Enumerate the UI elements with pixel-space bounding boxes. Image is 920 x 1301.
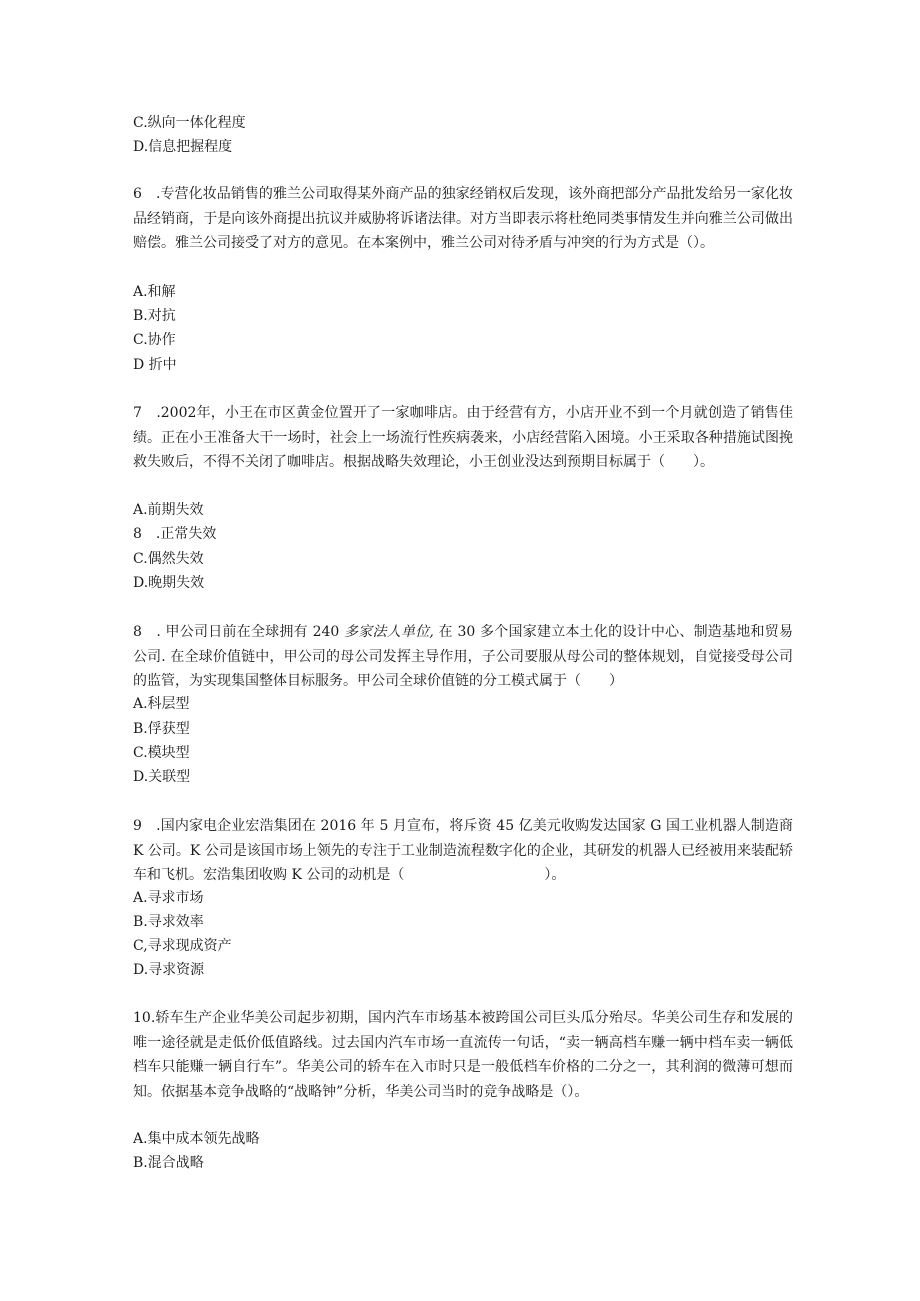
question-8-option-a: A.科层型 [133,696,190,712]
question-9-option-c: C,寻求现成资产 [133,938,232,954]
option-d: D.信息把握程度 [133,139,233,155]
question-6-option-d: D 折中 [133,357,177,373]
question-6-option-b: B.对抗 [133,308,176,324]
question-8-stem-italic: 多家法人单位, [344,624,434,640]
question-6-stem: 6 .专营化妆品销售的雅兰公司取得某外商产品的独家经销权后发现，该外商把部分产品批发给另一家化妆品经销商，于是向该外商提出抗议并威胁将诉诸法律。对方当即表示将杜绝同类事情发生并向雅兰公司做出赔偿。雅兰公司接受了对方的意见。在本案例中，雅兰公司对待矛盾与冲突的行为方式是（）。 [133,186,793,251]
question-7-stem: 7 .2002年，小王在市区黄金位置开了一家咖啡店。由于经营有方，小店开业不到一个月就创造了销售佳绩。正在小王准备大干一场时，社会上一场流行性疾病袭来，小店经营陷入困境。小王采取各种措施试图挽救失败后，不得不关闭了咖啡店。根据战略失效理论，小王创业没达到预期目标属于（ ）。 [133,405,793,470]
question-8-stem-end: 在 30 多个国家建立本土化的设计中心、制造基地和贸易公司. 在全球价值链中，甲公司的母公司发挥主导作用，子公司要服从母公司的整体规划，自觉接受母公司的监管，为实现集国整体目标服务。甲公司全球价值链的分工模式属于（ ） [133,624,793,689]
question-7-option-a: A.前期失效 [133,502,204,518]
question-8-stem [133,620,793,694]
question-7-option-c: C.偶然失效 [133,551,204,567]
question-8-stem-start: 8 . 甲公司日前在全球拥有 240 [133,624,344,640]
question-9-stem: 9 .国内家电企业宏浩集团在 2016 年 5 月宣布，将斥资 45 亿美元收购发达国家 G 国工业机器人制造商 K 公司。K 公司是该国市场上领先的专注于工业制造流程数字化的企业，其研发的机器人已经被用来装配轿车和飞机。宏浩集团收购 K 公司的动机是（ ）。 [133,818,793,883]
question-8-option-c: C.模块型 [133,745,190,761]
question-9-option-b: B.寻求效率 [133,914,204,930]
question-10-stem: 10.轿车生产企业华美公司起步初期，国内汽车市场基本被跨国公司巨头瓜分殆尽。华美公司生存和发展的唯一途径就是走低价低值路线。过去国内汽车市场一直流传一句话，“卖一辆高档车赚一辆中档车卖一辆低档车只能赚一辆自行车”。华美公司的轿车在入市时只是一般低档车价格的二分之一，其利润的微薄可想而知。依据基本竞争战略的“战略钟”分析，华美公司当时的竞争战略是（）。 [133,1010,793,1100]
question-10-option-b: B.混合战略 [133,1155,204,1171]
question-10-option-a: A.集中成本领先战略 [133,1131,260,1147]
question-8-option-d: D.关联型 [133,769,191,785]
question-6-option-a: A.和解 [133,284,176,300]
option-c: C.纵向一体化程度 [133,115,246,131]
question-7-option-d: D.晚期失效 [133,575,205,591]
question-9-option-a: A.寻求市场 [133,890,204,906]
question-8-option-b: B.俘获型 [133,721,190,737]
question-6-option-c: C.协作 [133,332,176,348]
question-7-option-b: 8 .正常失效 [133,526,217,542]
question-9-option-d: D.寻求资源 [133,962,205,978]
